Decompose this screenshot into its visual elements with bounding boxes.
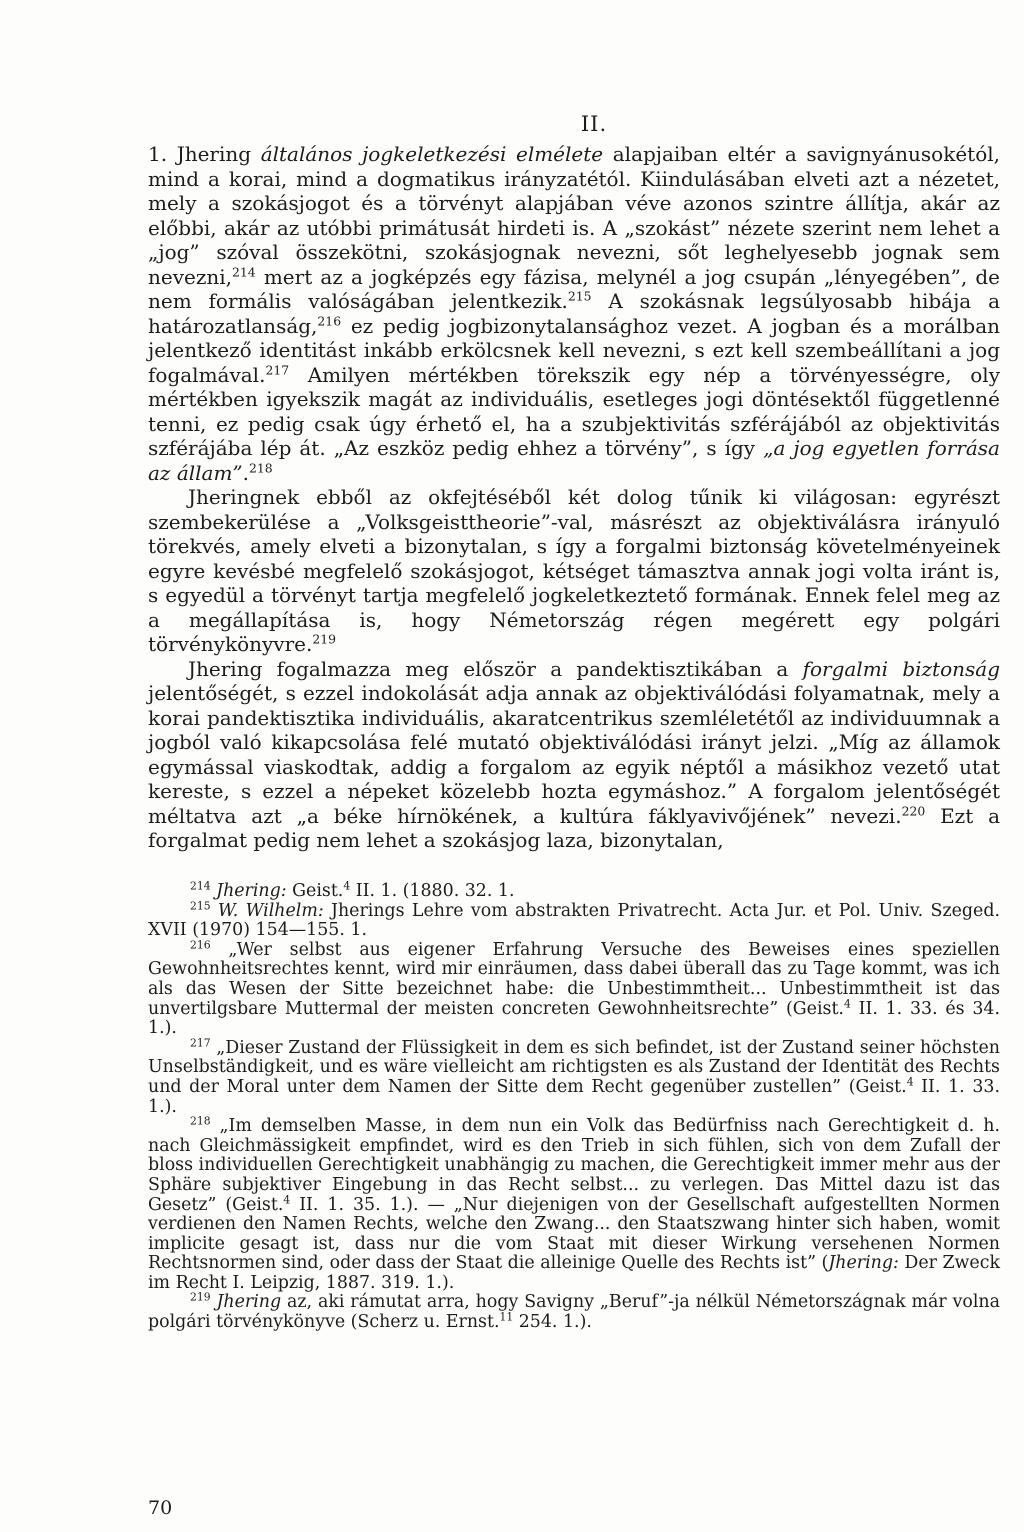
footnote-number: 216 xyxy=(190,938,211,952)
italic-text: általános jogkeletkezési elmélete xyxy=(260,142,604,166)
text-run: II. 1. 33. 1.). xyxy=(148,1076,1000,1117)
text-run: II. 1. (1880. 32. 1. xyxy=(350,881,515,901)
paragraph xyxy=(148,142,1000,485)
text-run: „Dieser Zustand der Flüssigkeit in dem es sich befindet, ist der Zustand seiner höchsten Unselbständigkeit, und es wäre vielleicht am richtigsten es als Zustand der Identität des Rechts und der Moral unter dem Namen der Sitte dem Recht gegenüber zustellen” (Geist. xyxy=(148,1037,1001,1097)
footnote xyxy=(148,1036,1001,1117)
text-run: „Wer selbst aus eigener Erfahrung Versuche des Beweises eines speziellen Gewohnheitsrechtes kennt, wird mir einräumen, dass dabei überall das zu Tage kommt, was ich als das Wesen der Sitte bezeichnet habe: die Unbestimmtheit... Unbestimmtheit ist das unvertilgsbare Muttermal der meisten concreten Gewohnheitsrechte” (Geist. xyxy=(148,939,1000,1019)
text-run: alapjaiban eltér a savignyánusokétól, mind a korai, mind a dogmatikus irányzatétól. Kiindulásában elveti azt a nézetet, mely a szokásjogot és a törvényt alapjában véve azonos szintre állítja, akár az előbbi, akár az utóbbi primátusát hirdeti is. A „szokást” nézete szerint nem lehet a „jog” szóval összekötni, szokásjognak nevezni, sőt leghelyesebb jognak sem nevezni, xyxy=(148,142,1001,289)
footnote-ref: 4 xyxy=(283,1193,291,1207)
italic-text: Jhering xyxy=(216,1292,282,1313)
italic-text: „a jog egyetlen forrása az állam” xyxy=(148,436,1000,485)
footnote xyxy=(148,1293,1000,1332)
footnote-ref: 219 xyxy=(312,631,337,647)
footnote-ref: 4 xyxy=(906,1075,914,1089)
footnote-ref: 4 xyxy=(843,997,851,1011)
text-run: jelentőségét, s ezzel indokolását adja annak az objektiválódási folyamatnak, mely a korai pandektisztika individuális, akaratcentrikus szemléletétől az individuumnak a jogból való kikapcsolása felé mutató objektiválódási irányt jelzi. „Míg az államok egymással viaskodtak, addig a forgalom az egyik néptől a másikhoz vezető utat kereste, s ezzel a népeket közelebb hozta egymáshoz.” A forgalom jelentőségét méltatva azt „a béke hírnökének, a kultúra fáklyavivőjének” nevezi. xyxy=(148,681,1000,828)
footnote-number: 219 xyxy=(190,1291,211,1304)
footnote xyxy=(148,938,1000,1039)
footnote-ref: 11 xyxy=(499,1310,514,1324)
section-heading: II. xyxy=(580,112,608,136)
footnote-ref: 214 xyxy=(232,264,256,280)
footnote-number: 214 xyxy=(190,879,211,893)
footnote-ref: 215 xyxy=(567,288,592,304)
text-run: „Im demselben Masse, in dem nun ein Volk das Bedürfniss nach Gerechtigkeit d. h. nach Gleichmässigkeit empfindet, wird es den Trieb in sich fühlen, sich von dem Zufall der bloss individuellen Gerechtigkeit unabhängig zu machen, die Gerechtigkeit immer mehr aus der Sphäre subjektiver Eingebung in das Recht selbst... zu verlegen. Das Mittel dazu ist das Gesetz” (Geist. xyxy=(148,1116,1001,1215)
footnote-ref: 4 xyxy=(343,879,351,893)
footnote-ref: 218 xyxy=(249,460,273,476)
text-run: Der Zweck im Recht I. Leipzig, 1887. 319. 1.). xyxy=(148,1253,1000,1293)
text-run: Ezt a forgalmat pedig nem lehet a szokásjog laza, bizonytalan, xyxy=(148,803,1001,852)
text-run: mert az a jogképzés egy fázisa, melynél a jog csupán „lényegében”, de nem formális valóságában jelentkezik. xyxy=(148,264,1000,313)
footnote-number: 218 xyxy=(190,1114,211,1128)
text-run: Jhering fogalmazza meg először a pandektisztikában a xyxy=(188,656,803,681)
paragraph xyxy=(148,485,1000,657)
text-run: Amilyen mértékben törekszik egy nép a törvényességre, oly mértékben igyekszik magát az individuális, esetleges jogi döntésektől függetlenné tenni, ez pedig csak úgy érhető el, ha a szubjektivitás szférájából az objektivitás szférájába lép át. „Az eszköz pedig ehhez a törvény”, s így xyxy=(148,362,1000,460)
page-number: 70 xyxy=(148,1497,173,1519)
footnote-ref: 216 xyxy=(317,313,342,329)
main-text xyxy=(148,142,1000,853)
italic-text: Jhering: xyxy=(216,881,287,901)
paragraph xyxy=(148,657,1000,853)
text-run: az, aki rámutat arra, hogy Savigny „Beruf”-ja nélkül Németországnak már volna polgári törvénykönyve (Scherz u. Ernst. xyxy=(148,1292,1000,1333)
text-run: Jheringnek ebből az okfejtéséből két dolog tűnik ki világosan: egyrészt szembekerülése a „Volksgeisttheorie”-val, másrészt az objektiválásra irányuló törekvés, amely elveti a bizonytalan, s így a forgalmi biztonság követelményeinek egyre kevésbé megfelelő szokásjogot, kétséget támasztva annak jogi volta iránt is, s egyedül a törvényt tartja megfelelő jogkeletkeztető formának. Ennek felel meg az a megállapítása is, hogy Németország régen megérett egy polgári törvénykönyvre. xyxy=(148,485,1000,656)
text-run: Jherings Lehre vom abstrakten Privatrecht. Acta Jur. et Pol. Univ. Szeged. XVII (1970) 154—155. 1. xyxy=(148,900,1000,941)
footnote-ref: 220 xyxy=(901,803,926,819)
footnote xyxy=(148,879,1000,902)
text-run: ez pedig jogbizonytalansághoz vezet. A jogban és a morálban jelentkező identitást inkább erkölcsnek kell nevezni, s ezt kell szembeállítani a jog fogalmával. xyxy=(148,313,1000,387)
text-run: II. 1. 35. 1.). — „Nur diejenigen von der Gesellschaft aufgestellten Normen verdienen den Namen Rechts, welche den Zwang... den Staatszwang hinter sich haben, womit implicite gesagt ist, dass nur die vom Staat mit dieser Wirkung versehenen Normen Rechtsnormen sind, oder dass der Staat die alleinige Quelle des Rechts ist” ( xyxy=(148,1194,1000,1274)
footnote xyxy=(148,899,1000,941)
italic-text: Jhering: xyxy=(828,1253,899,1274)
text-run: Geist. xyxy=(286,881,344,901)
footnote-number: 215 xyxy=(190,899,211,913)
italic-text: forgalmi biztonság xyxy=(802,656,1001,681)
text-run: . xyxy=(242,460,250,485)
text-run: II. 1. 33. és 34. 1.). xyxy=(148,998,1000,1039)
footnotes xyxy=(148,879,1001,1333)
text-run: 254. 1.). xyxy=(513,1312,592,1333)
footnote-number: 217 xyxy=(190,1036,211,1050)
footnote xyxy=(148,1114,1001,1293)
text-run: A szokásnak legsúlyosabb hibája a határozatlanság, xyxy=(148,289,1000,338)
text-run: 1. Jhering xyxy=(148,142,261,166)
footnote-ref: 217 xyxy=(265,362,290,378)
italic-text: W. Wilhelm: xyxy=(217,900,324,921)
